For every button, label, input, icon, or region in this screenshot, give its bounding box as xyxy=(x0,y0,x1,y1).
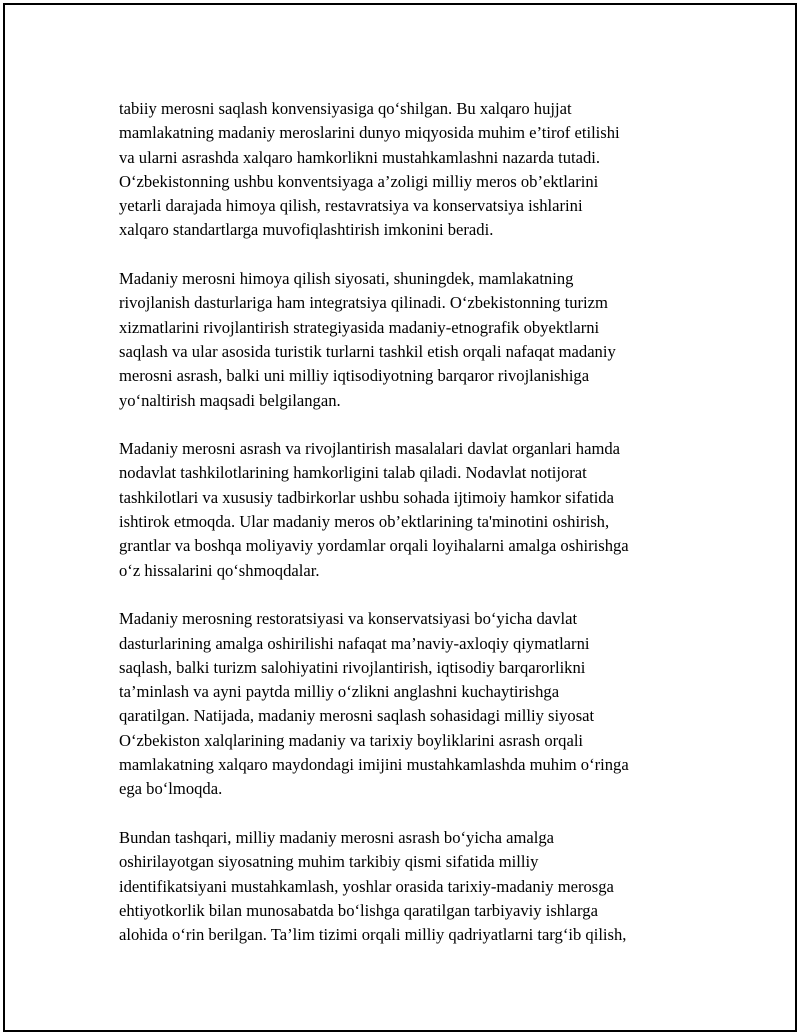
text-line: nodavlat tashkilotlarining hamkorligini talab qiladi. Nodavlat notijorat xyxy=(119,463,587,483)
text-line: Madaniy merosni asrash va rivojlantirish masalalari davlat organlari hamda xyxy=(119,439,621,459)
document-body xyxy=(119,97,699,972)
text-line: rivojlanish dasturlariga ham integratsiya qilinadi. O‘zbekistonning turizm xyxy=(119,293,608,313)
text-line: saqlash va ular asosida turistik turlarni tashkil etish orqali nafaqat madaniy xyxy=(119,341,616,361)
text-line: mamlakatning xalqaro maydondagi imijini mustahkamlashda muhim o‘ringa xyxy=(119,755,629,775)
paragraph xyxy=(119,437,699,583)
text-line: Bundan tashqari, milliy madaniy merosni asrash bo‘yicha amalga xyxy=(119,827,555,847)
text-line: oshirilayotgan siyosatning muhim tarkibiy qismi sifatida milliy xyxy=(119,852,539,872)
text-line: Madaniy merosni himoya qilish siyosati, shuningdek, mamlakatning xyxy=(119,269,574,289)
text-line: qaratilgan. Natijada, madaniy merosni saqlash sohasidagi milliy siyosat xyxy=(119,706,595,726)
text-line: ega bo‘lmoqda. xyxy=(119,779,223,799)
text-line: Madaniy merosning restoratsiyasi va konservatsiyasi bo‘yicha davlat xyxy=(119,609,578,629)
text-line: grantlar va boshqa moliyaviy yordamlar orqali loyihalarni amalga oshirishga xyxy=(119,536,629,556)
text-line: ishtirok etmoqda. Ular madaniy meros ob’ektlarining ta'minotini oshirish, xyxy=(119,512,610,532)
text-line: alohida o‘rin berilgan. Ta’lim tizimi orqali milliy qadriyatlarni targ‘ib qilish, xyxy=(119,925,627,945)
page-frame xyxy=(3,3,797,1032)
text-line: dasturlarining amalga oshirilishi nafaqat ma’naviy-axloqiy qiymatlarni xyxy=(119,633,590,653)
paragraph xyxy=(119,267,699,413)
text-line: O‘zbekiston xalqlarining madaniy va tarixiy boyliklarini asrash orqali xyxy=(119,730,584,750)
text-line: yetarli darajada himoya qilish, restavratsiya va konservatsiya ishlarini xyxy=(119,196,583,216)
text-line: merosni asrash, balki uni milliy iqtisodiyotning barqaror rivojlanishiga xyxy=(119,366,590,386)
text-line: yo‘naltirish maqsadi belgilangan. xyxy=(119,390,341,410)
paragraph xyxy=(119,826,699,947)
text-line: o‘z hissalarini qo‘shmoqdalar. xyxy=(119,560,320,580)
text-line: ta’minlash va ayni paytda milliy o‘zlikni anglashni kuchaytirishga xyxy=(119,682,560,702)
text-line: O‘zbekistonning ushbu konventsiyaga a’zoligi milliy meros ob’ektlarini xyxy=(119,171,599,191)
text-line: xalqaro standartlarga muvofiqlashtirish imkonini beradi. xyxy=(119,220,494,240)
text-line: ehtiyotkorlik bilan munosabatda bo‘lishga qaratilgan tarbiyaviy ishlarga xyxy=(119,900,598,920)
text-line: mamlakatning madaniy meroslarini dunyo miqyosida muhim e’tirof etilishi xyxy=(119,123,620,143)
text-line: identifikatsiyani mustahkamlash, yoshlar orasida tarixiy-madaniy merosga xyxy=(119,876,614,896)
text-line: tashkilotlari va xususiy tadbirkorlar ushbu sohada ijtimoiy hamkor sifatida xyxy=(119,487,614,507)
text-line: saqlash, balki turizm salohiyatini rivojlantirish, iqtisodiy barqarorlikni xyxy=(119,657,586,677)
paragraph xyxy=(119,607,699,801)
paragraph xyxy=(119,97,699,243)
text-line: va ularni asrashda xalqaro hamkorlikni mustahkamlashni nazarda tutadi. xyxy=(119,147,601,167)
text-line: tabiiy merosni saqlash konvensiyasiga qo‘shilgan. Bu xalqaro hujjat xyxy=(119,99,572,118)
text-line: xizmatlarini rivojlantirish strategiyasida madaniy-etnografik obyektlarni xyxy=(119,317,600,337)
